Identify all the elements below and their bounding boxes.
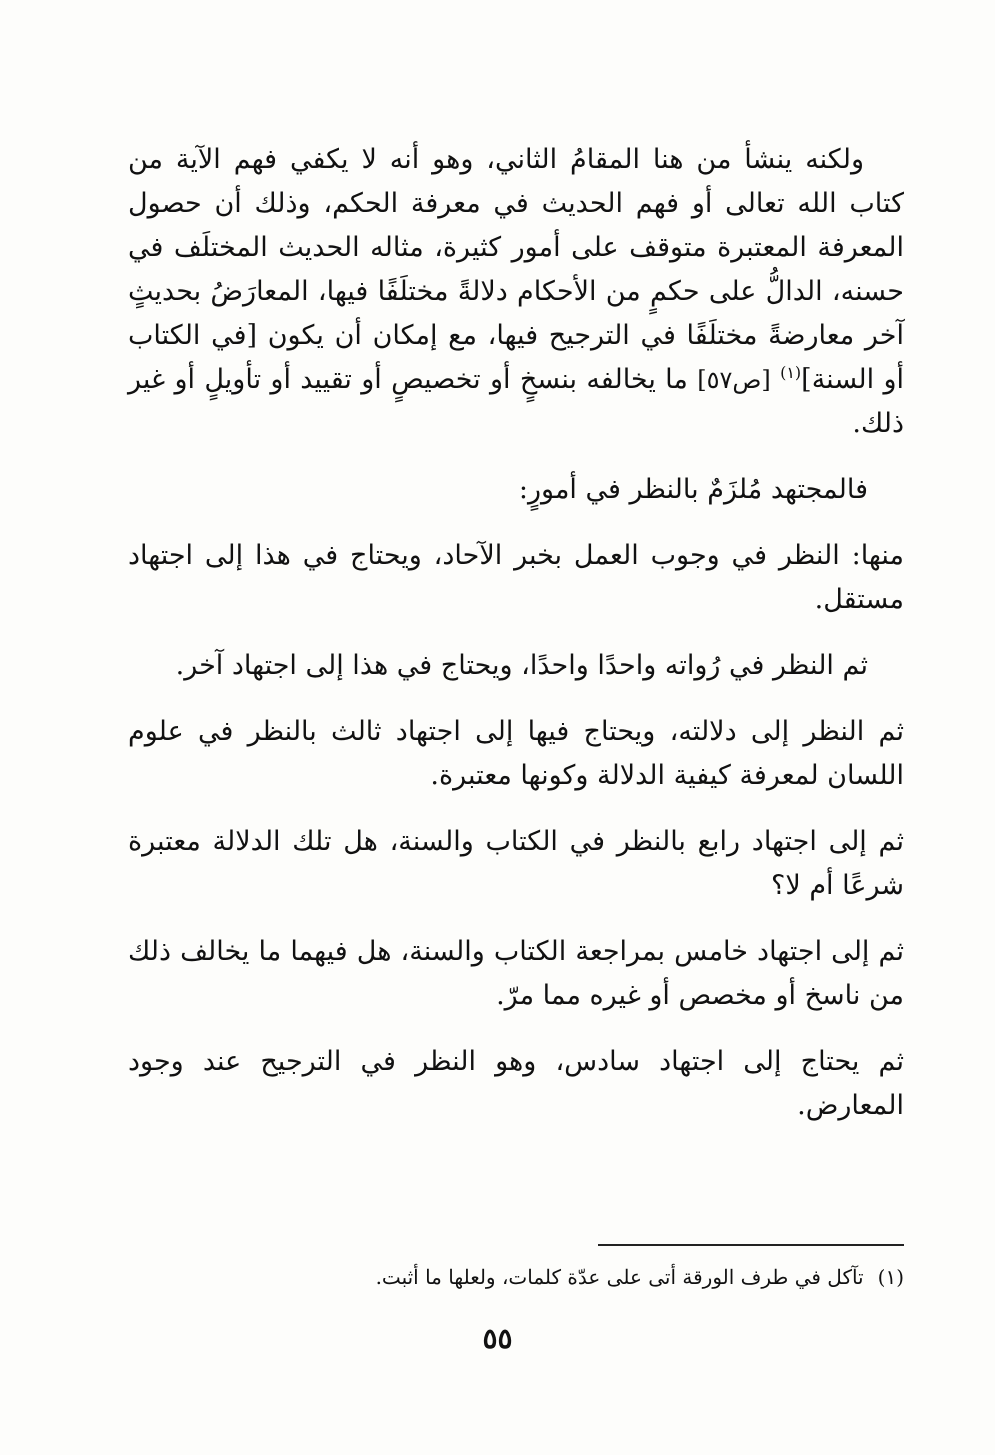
- footnote-number: (١): [877, 1265, 904, 1289]
- paragraph-2: فالمجتهد مُلزَمٌ بالنظر في أمورٍ:: [518, 474, 868, 505]
- paragraph-1: [128, 138, 904, 446]
- footnote-text: تآكل في طرف الورقة أتى على عدّة كلمات، ولعلها ما أثبت.: [375, 1265, 864, 1289]
- paragraph-4: ثم النظر في رُواته واحدًا واحدًا، ويحتاج في هذا إلى اجتهاد آخر.: [175, 650, 868, 681]
- original-page-reference: [ص٥٧]: [697, 366, 771, 394]
- paragraph-3: منها: النظر في وجوب العمل بخبر الآحاد، ويحتاج في هذا إلى اجتهاد مستقل.: [128, 540, 904, 615]
- footnote-marker: (١): [780, 363, 802, 382]
- footnote: [128, 1262, 904, 1292]
- main-text: [128, 138, 904, 1150]
- paragraph-1-text-continued: ما يخالفه بنسخٍ أو تخصيصٍ أو تقييد أو تأويلٍ أو غير ذلك.: [128, 364, 904, 439]
- paragraph-7: ثم إلى اجتهاد خامس بمراجعة الكتاب والسنة، هل فيهما ما يخالف ذلك من ناسخ أو مخصص أو غيره مما مرّ.: [128, 936, 904, 1011]
- paragraph-1-text: ولكنه ينشأ من هنا المقامُ الثاني، وهو أنه لا يكفي فهم الآية من كتاب الله تعالى أو فهم الحديث في معرفة الحكم، وذلك أن حصول المعرفة المعتبرة متوقف على أمور كثيرة، مثاله الحديث المختلَف في حسنه، الدالُّ على حكمٍ من الأحكام دلالةً مختلَفًا فيها، المعارَضُ بحديثٍ آخر معارضةً مختلَفًا في الترجيح فيها، مع إمكان أن يكون [في الكتاب أو السنة]: [128, 144, 905, 395]
- footnote-divider: [598, 1244, 904, 1246]
- page-number: ٥٥: [482, 1322, 513, 1355]
- paragraph-8: ثم يحتاج إلى اجتهاد سادس، وهو النظر في الترجيح عند وجود المعارض.: [128, 1046, 904, 1121]
- paragraph-5: ثم النظر إلى دلالته، ويحتاج فيها إلى اجتهاد ثالث بالنظر في علوم اللسان لمعرفة كيفية الدلالة وكونها معتبرة.: [128, 716, 904, 791]
- paragraph-6: ثم إلى اجتهاد رابع بالنظر في الكتاب والسنة، هل تلك الدلالة معتبرة شرعًا أم لا؟: [128, 826, 904, 901]
